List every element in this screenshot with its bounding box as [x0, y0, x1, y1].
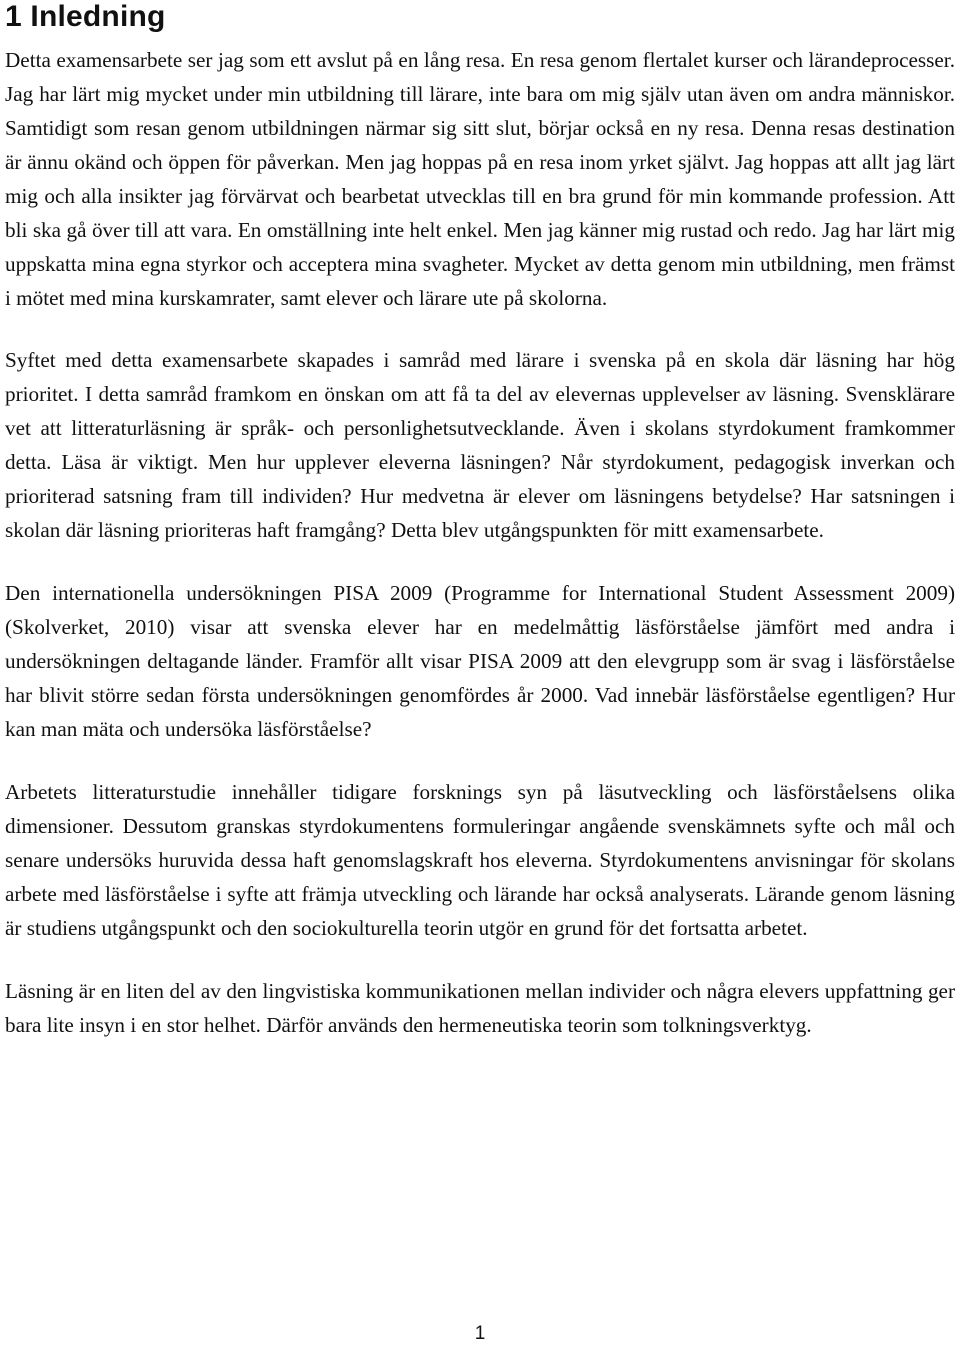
paragraph-pisa: Den internationella undersökningen PISA 2009 (Programme for International Student Assessment 2009) (Skolverket, 2010) visar att svenska elever har en medelmåttig läsförståelse jämfört med andra i undersökningen deltagande länder. Framför allt visar PISA 2009 att den elevgrupp som är svag i läsförståelse har blivit större sedan första undersökningen genomfördes år 2000. Vad innebär läsförståelse egentligen? Hur kan man mäta och undersöka läsförståelse? [5, 581, 955, 741]
paragraph-purpose: Syftet med detta examensarbete skapades i samråd med lärare i svenska på en skola där läsning har hög prioritet. I detta samråd framkom en önskan om att få ta del av elevernas upplevelser av läsning. Svensklärare vet att litteraturläsning är språk- och personlighetsutvecklande. Även i skolans styrdokument framkommer detta. Läsa är viktigt. Men hur upplever eleverna läsningen? Når styrdokument, pedagogisk inverkan och prioriterad satsning fram till individen? Hur medvetna är elever om läsningens betydelse? Har satsningen i skolan där läsning prioriteras haft framgång? Detta blev utgångspunkten för mitt examensarbete. [5, 348, 955, 542]
document-page [5, 0, 955, 1042]
paragraph-theory: Läsning är en liten del av den lingvistiska kommunikationen mellan individer och några elevers uppfattning ger bara lite insyn i en stor helhet. Därför används den hermeneutiska teorin som tolkningsverktyg. [5, 979, 955, 1037]
page-number: 1 [474, 1323, 486, 1344]
chapter-heading: 1 Inledning [5, 0, 166, 33]
paragraph-introduction: Detta examensarbete ser jag som ett avslut på en lång resa. En resa genom flertalet kurser och lärandeprocesser. Jag har lärt mig mycket under min utbildning till lärare, inte bara om mig själv utan även om andra människor. Samtidigt som resan genom utbildningen närmar sig sitt slut, börjar också en ny resa. Denna resas destination är ännu okänd och öppen för påverkan. Men jag hoppas på en resa inom yrket självt. Jag hoppas att allt jag lärt mig och alla insikter jag förvärvat och bearbetat utvecklas till en bra grund för min kommande profession. Att bli ska gå över till att vara. En omställning inte helt enkel. Men jag känner mig rustad och redo. Jag har lärt mig uppskatta mina egna styrkor och acceptera mina svagheter. Mycket av detta genom min utbildning, men främst i mötet med mina kurskamrater, samt elever och lärare ute på skolorna. [5, 48, 955, 310]
paragraph-literature-study: Arbetets litteraturstudie innehåller tidigare forsknings syn på läsutveckling och läsförståelsens olika dimensioner. Dessutom granskas styrdokumentens formuleringar angående svenskämnets syfte och mål och senare undersöks huruvida dessa haft genomslagskraft hos eleverna. Styrdokumentens anvisningar för skolans arbete med läsförståelse i syfte att främja utveckling och lärande har också analyserats. Lärande genom läsning är studiens utgångspunkt och den sociokulturella teorin utgör en grund för det fortsatta arbetet. [5, 780, 955, 940]
